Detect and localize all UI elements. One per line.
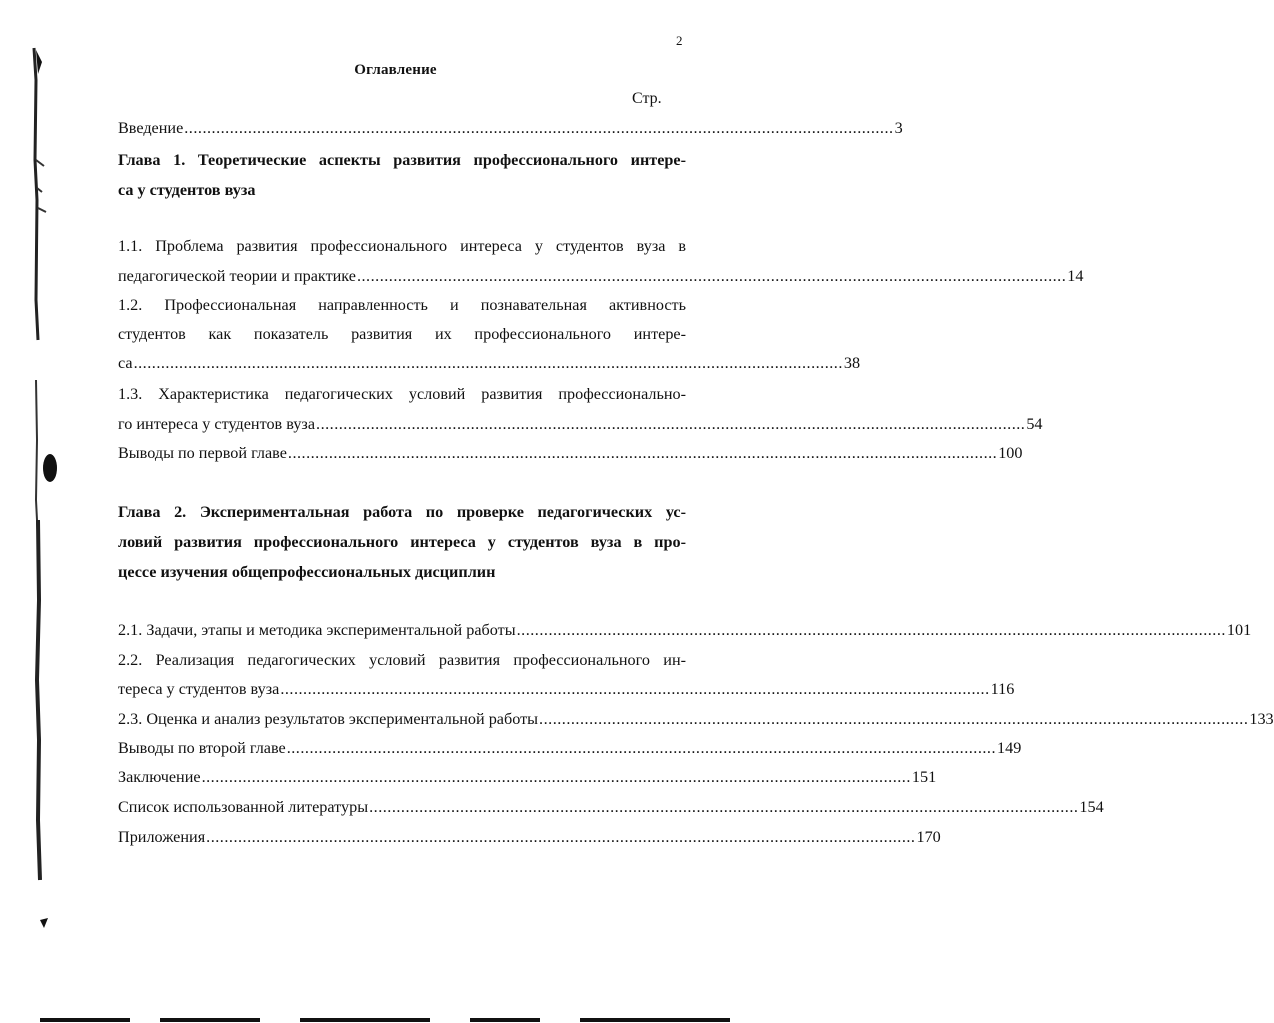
- toc-entry-1-2-line-2[interactable]: студентов как показатель развития их профессионального интере-: [118, 325, 686, 343]
- dot-leader: ............................................................................................................................................................: [280, 680, 990, 698]
- toc-entry-title: Введение: [118, 119, 184, 137]
- toc-entry-page: 3: [894, 119, 903, 137]
- chapter1-heading-line-2: са у студентов вуза: [118, 181, 256, 199]
- toc-entry-title: Выводы по второй главе: [118, 739, 286, 757]
- toc-entry-conclusion[interactable]: [118, 767, 937, 787]
- toc-entry-page: 101: [1226, 621, 1252, 639]
- page-column-label: Стр.: [632, 90, 662, 107]
- toc-entry-1-3[interactable]: [118, 414, 1043, 434]
- dot-leader: ............................................................................................................................................................: [206, 828, 916, 846]
- toc-entry-2-1[interactable]: [118, 620, 1252, 640]
- scan-edge-artifact: [22, 40, 62, 1020]
- toc-entry-page: 154: [1079, 798, 1104, 816]
- toc-entry-page: 38: [843, 354, 861, 372]
- dot-leader: ............................................................................................................................................................: [316, 415, 1026, 433]
- dot-leader: ............................................................................................................................................................: [184, 119, 894, 137]
- toc-entry-page: 133: [1249, 710, 1274, 728]
- toc-entry-appendices[interactable]: [118, 827, 941, 847]
- dot-leader: ............................................................................................................................................................: [286, 739, 997, 757]
- dot-leader: ............................................................................................................................................................: [516, 621, 1226, 639]
- toc-entry-page: 170: [916, 828, 941, 846]
- toc-entry-title: са: [118, 354, 133, 372]
- dot-leader: ............................................................................................................................................................: [356, 267, 1067, 285]
- page-title: Оглавление: [354, 62, 437, 78]
- toc-entry-title: педагогической теории и практике: [118, 267, 356, 285]
- dot-leader: ............................................................................................................................................................: [133, 354, 843, 372]
- chapter2-heading-line-2: ловий развития профессионального интереса у студентов вуза в про-: [118, 533, 686, 551]
- toc-entry-chapter2-conclusions[interactable]: [118, 738, 1022, 758]
- toc-entry-2-2-line-1[interactable]: 2.2. Реализация педагогических условий развития профессионального ин-: [118, 651, 686, 669]
- toc-entry-title: Приложения: [118, 828, 206, 846]
- toc-entry-title: Выводы по первой главе: [118, 444, 287, 462]
- chapter1-heading-line-1: Глава 1. Теоретические аспекты развития профессионального интере-: [118, 151, 686, 169]
- toc-entry-1-1-line-1[interactable]: 1.1. Проблема развития профессионального интереса у студентов вуза в: [118, 237, 686, 255]
- toc-entry-references[interactable]: [118, 797, 1104, 817]
- dot-leader: ............................................................................................................................................................: [369, 798, 1079, 816]
- dot-leader: ............................................................................................................................................................: [201, 768, 911, 786]
- toc-entry-page: 149: [997, 739, 1022, 757]
- toc-entry-chapter1-conclusions[interactable]: [118, 443, 1023, 463]
- toc-entry-intro[interactable]: [118, 118, 903, 138]
- toc-entry-1-3-line-1[interactable]: 1.3. Характеристика педагогических условий развития профессионально-: [118, 385, 686, 403]
- toc-entry-title: Список использованной литературы: [118, 798, 369, 816]
- page-number: 2: [676, 33, 683, 48]
- toc-entry-title: Заключение: [118, 768, 201, 786]
- toc-entry-1-1[interactable]: [118, 266, 1084, 286]
- toc-entry-page: 14: [1067, 267, 1084, 285]
- toc-entry-1-2[interactable]: [118, 353, 861, 373]
- toc-entry-page: 54: [1026, 415, 1043, 433]
- toc-entry-2-3[interactable]: [118, 709, 1274, 729]
- chapter2-heading-line-1: Глава 2. Экспериментальная работа по проверке педагогических ус-: [118, 503, 686, 521]
- toc-entry-1-2-line-1[interactable]: 1.2. Профессиональная направленность и познавательная активность: [118, 296, 686, 314]
- scan-bottom-artifact: [40, 1016, 760, 1023]
- toc-entry-page: 151: [911, 768, 937, 786]
- toc-entry-page: 116: [990, 680, 1015, 698]
- chapter2-heading-line-3: цессе изучения общепрофессиональных дисциплин: [118, 563, 496, 581]
- toc-entry-title: го интереса у студентов вуза: [118, 415, 316, 433]
- toc-entry-2-2[interactable]: [118, 679, 1015, 699]
- dot-leader: ............................................................................................................................................................: [539, 710, 1249, 728]
- toc-entry-title: тереса у студентов вуза: [118, 680, 280, 698]
- toc-entry-page: 100: [998, 444, 1023, 462]
- dot-leader: ............................................................................................................................................................: [287, 444, 998, 462]
- toc-entry-title: 2.3. Оценка и анализ результатов экспериментальной работы: [118, 710, 539, 728]
- toc-entry-title: 2.1. Задачи, этапы и методика экспериментальной работы: [118, 621, 516, 639]
